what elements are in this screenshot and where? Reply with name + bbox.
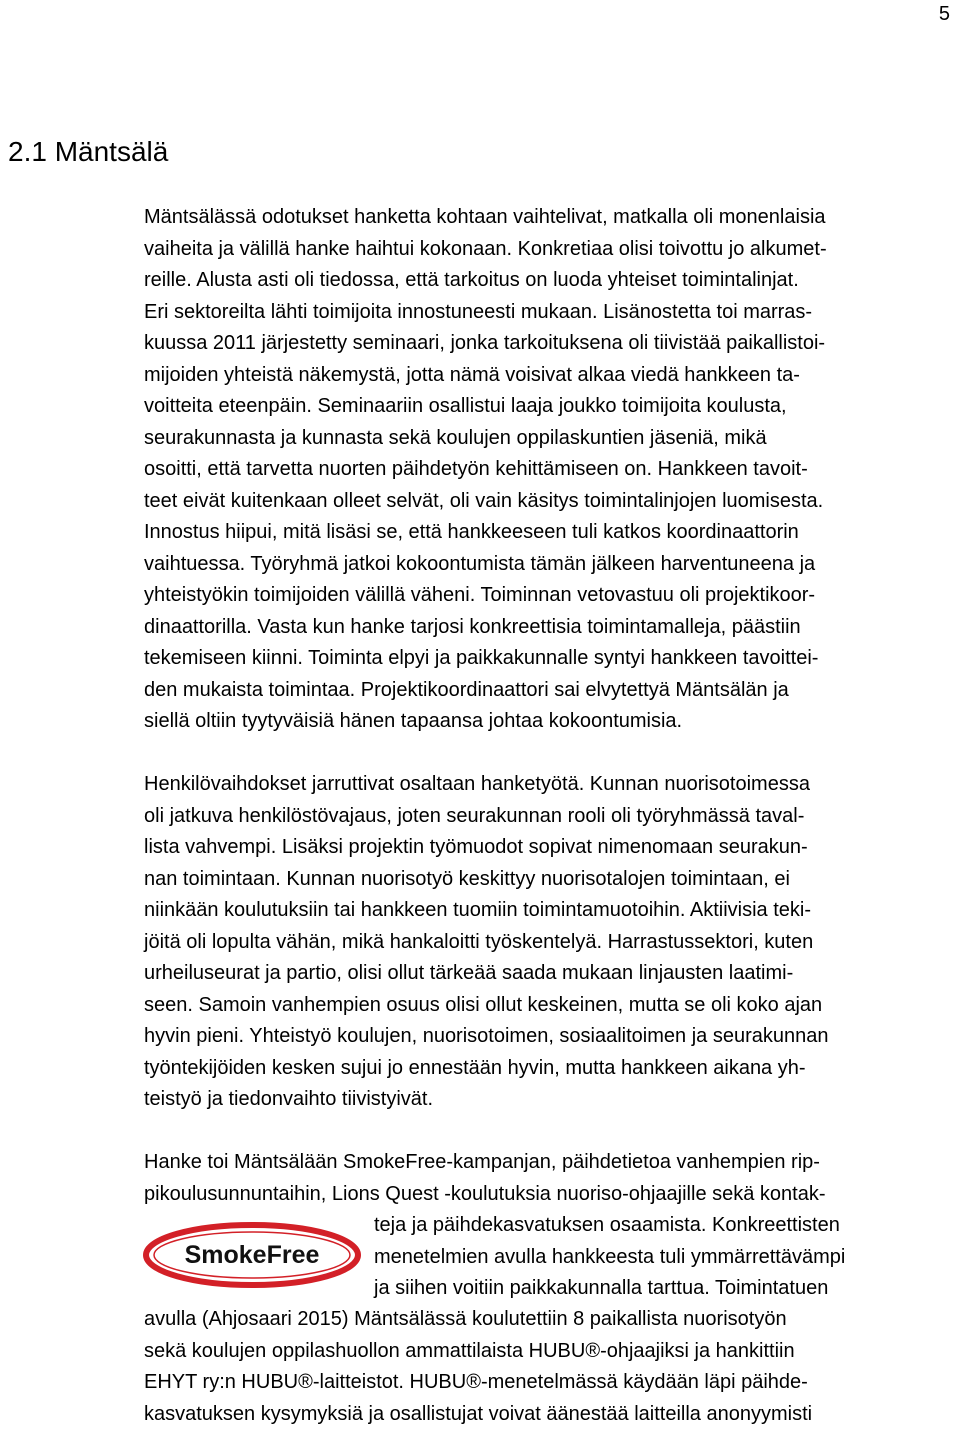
text-line: Hanke toi Mäntsälään SmokeFree-kampanjan, päihdetietoa vanhempien rip-: [144, 1147, 960, 1179]
text-line: osoitti, että tarvetta nuorten päihdetyön kehittämiseen on. Hankkeen tavoit-: [144, 454, 960, 486]
text-line: ja siihen voitiin paikkakunnalla tarttua. Toimintatuen: [374, 1273, 960, 1305]
text-line: Henkilövaihdokset jarruttivat osaltaan hanketyötä. Kunnan nuorisotoimessa: [144, 769, 960, 801]
smokefree-logo-icon: [143, 1222, 361, 1288]
text-line: kasvatuksen kysymyksiä ja osallistujat voivat äänestää laitteilla anonyymisti: [144, 1399, 960, 1430]
text-line: tekemiseen kiinni. Toiminta elpyi ja paikkakunnalle syntyi hankkeen tavoittei-: [144, 643, 960, 675]
text-line: teistyö ja tiedonvaihto tiivistyivät.: [144, 1084, 960, 1116]
text-line: oli jatkuva henkilöstövajaus, joten seurakunnan rooli oli työryhmässä taval-: [144, 801, 960, 833]
text-line: menetelmien avulla hankkeesta tuli ymmärrettävämpi: [374, 1242, 960, 1274]
text-line: sekä koulujen oppilashuollon ammattilaista HUBU®-ohjaajiksi ja hankittiin: [144, 1336, 960, 1368]
text-line: dinaattorilla. Vasta kun hanke tarjosi konkreettisia toimintamalleja, päästiin: [144, 612, 960, 644]
text-line: teja ja päihdekasvatuksen osaamista. Konkreettisten: [374, 1210, 960, 1242]
text-line: lista vahvempi. Lisäksi projektin työmuodot sopivat nimenomaan seurakun-: [144, 832, 960, 864]
text-line: EHYT ry:n HUBU®-laitteistot. HUBU®-menetelmässä käydään läpi päihde-: [144, 1367, 960, 1399]
text-line: den mukaista toimintaa. Projektikoordinaattori sai elvytettyä Mäntsälän ja: [144, 675, 960, 707]
text-line: teet eivät kuitenkaan olleet selvät, oli vain käsitys toimintalinjojen luomisesta.: [144, 486, 960, 518]
text-line: Eri sektoreilta lähti toimijoita innostuneesti mukaan. Lisänostetta toi marras-: [144, 297, 960, 329]
text-line: seen. Samoin vanhempien osuus olisi ollut keskeinen, mutta se oli koko ajan: [144, 990, 960, 1022]
text-line: siellä oltiin tyytyväisiä hänen tapaansa johtaa kokoontumisia.: [144, 706, 960, 738]
text-line: seurakunnasta ja kunnasta sekä koulujen oppilaskuntien jäseniä, mikä: [144, 423, 960, 455]
logo-text: SmokeFree: [185, 1241, 320, 1269]
paragraph-4: [144, 1304, 960, 1430]
text-line: niinkään koulutuksiin tai hankkeen tuomiin toimintamuotoihin. Aktiivisia teki-: [144, 895, 960, 927]
paragraph-3: [144, 1147, 960, 1210]
section-heading: 2.1 Mäntsälä: [8, 134, 168, 170]
text-line: jöitä oli lopulta vähän, mikä hankaloitti työskentelyä. Harrastussektori, kuten: [144, 927, 960, 959]
paragraph-2: [144, 769, 960, 1116]
text-line: Mäntsälässä odotukset hanketta kohtaan vaihtelivat, matkalla oli monenlaisia: [144, 202, 960, 234]
text-line: avulla (Ahjosaari 2015) Mäntsälässä koulutettiin 8 paikallista nuorisotyön: [144, 1304, 960, 1336]
text-line: työntekijöiden kesken sujui jo ennestään hyvin, mutta hankkeen aikana yh-: [144, 1053, 960, 1085]
text-line: vaihtuessa. Työryhmä jatkoi kokoontumista tämän jälkeen harventuneena ja: [144, 549, 960, 581]
text-line: mijoiden yhteistä näkemystä, jotta nämä voisivat alkaa viedä hankkeen ta-: [144, 360, 960, 392]
text-line: reille. Alusta asti oli tiedossa, että tarkoitus on luoda yhteiset toimintalinjat.: [144, 265, 960, 297]
text-line: nan toimintaan. Kunnan nuorisotyö keskittyy nuorisotalojen toimintaan, ei: [144, 864, 960, 896]
text-line: vaiheita ja välillä hanke haihtui kokonaan. Konkretiaa olisi toivottu jo alkumet-: [144, 234, 960, 266]
text-line: yhteistyökin toimijoiden välillä väheni. Toiminnan vetovastuu oli projektikoor-: [144, 580, 960, 612]
page-number: 5: [939, 2, 950, 26]
paragraph-1: [144, 202, 960, 738]
paragraph-3-wrapped: [374, 1210, 960, 1305]
text-line: Innostus hiipui, mitä lisäsi se, että hankkeeseen tuli katkos koordinaattorin: [144, 517, 960, 549]
text-line: kuussa 2011 järjestetty seminaari, jonka tarkoituksena oli tiivistää paikallistoi-: [144, 328, 960, 360]
text-line: hyvin pieni. Yhteistyö koulujen, nuorisotoimen, sosiaalitoimen ja seurakunnan: [144, 1021, 960, 1053]
text-line: voitteita eteenpäin. Seminaariin osallistui laaja joukko toimijoita koulusta,: [144, 391, 960, 423]
text-line: pikoulusunnuntaihin, Lions Quest -koulutuksia nuoriso-ohjaajille sekä kontak-: [144, 1179, 960, 1211]
text-line: urheiluseurat ja partio, olisi ollut tärkeää saada mukaan linjausten laatimi-: [144, 958, 960, 990]
